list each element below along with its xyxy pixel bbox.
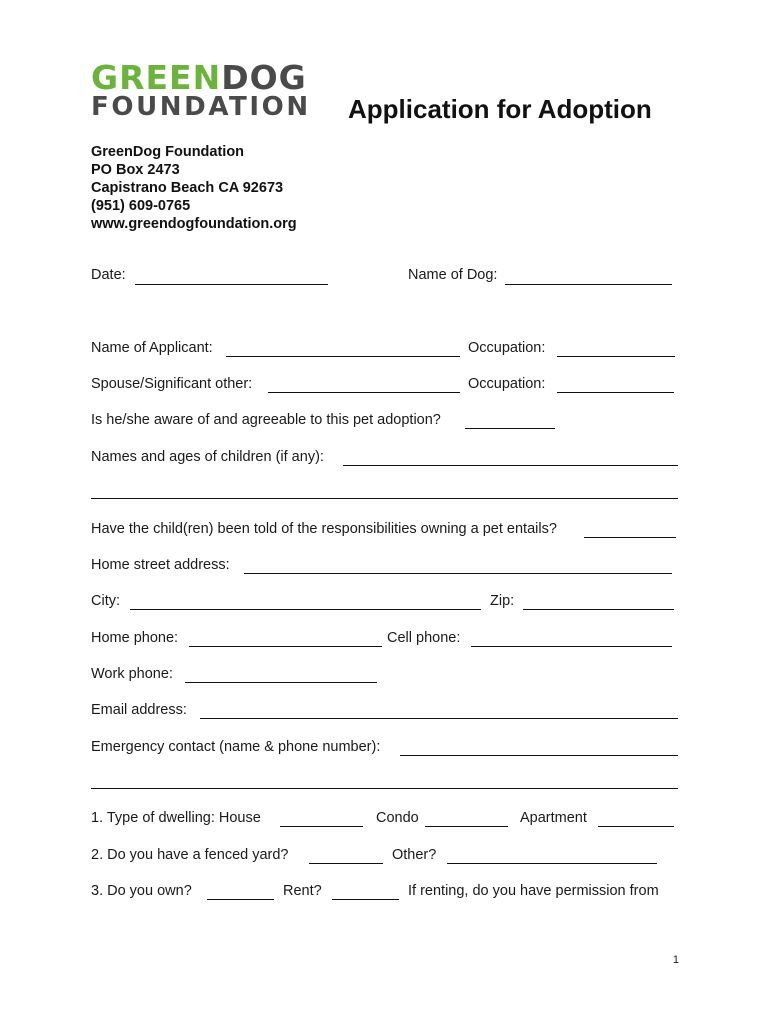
address-city: Capistrano Beach CA 92673 <box>91 180 284 196</box>
address-website: www.greendogfoundation.org <box>91 216 297 232</box>
email-label: Email address: <box>91 702 187 718</box>
occupation-field[interactable] <box>557 356 675 357</box>
home-phone-label: Home phone: <box>91 630 179 646</box>
children-told-field[interactable] <box>584 537 676 538</box>
q2-other-field[interactable] <box>447 863 657 864</box>
children-told-question: Have the child(ren) been told of the responsibilities owning a pet entails? <box>91 521 557 537</box>
email-field[interactable] <box>200 718 678 719</box>
date-field[interactable] <box>135 284 328 285</box>
q1-label: 1. Type of dwelling: House <box>91 810 261 826</box>
q2-other-label: Other? <box>392 847 437 863</box>
logo-gray-text: DOG <box>221 58 307 97</box>
aware-field[interactable] <box>465 428 555 429</box>
q3-label: 3. Do you own? <box>91 883 192 899</box>
emergency-field-line2[interactable] <box>91 788 678 789</box>
spouse-occupation-field[interactable] <box>557 392 674 393</box>
aware-question: Is he/she aware of and agreeable to this pet adoption? <box>91 412 441 428</box>
city-label: City: <box>91 593 120 609</box>
q1-house-field[interactable] <box>280 826 363 827</box>
logo-foundation: FOUNDATION <box>91 92 311 122</box>
work-phone-field[interactable] <box>185 682 377 683</box>
street-label: Home street address: <box>91 557 230 573</box>
occupation-label: Occupation: <box>468 340 546 356</box>
children-field-line2[interactable] <box>91 498 678 499</box>
cell-phone-label: Cell phone: <box>387 630 461 646</box>
applicant-field[interactable] <box>226 356 460 357</box>
q1-condo-field[interactable] <box>425 826 508 827</box>
applicant-label: Name of Applicant: <box>91 340 213 356</box>
q1-apartment-field[interactable] <box>598 826 674 827</box>
q3-own-field[interactable] <box>207 899 274 900</box>
q1-apartment-label: Apartment <box>520 810 587 826</box>
emergency-field[interactable] <box>400 755 678 756</box>
q2-fenced-field[interactable] <box>309 863 383 864</box>
dog-name-label: Name of Dog: <box>408 267 498 283</box>
home-phone-field[interactable] <box>189 646 382 647</box>
zip-field[interactable] <box>523 609 674 610</box>
page-title: Application for Adoption <box>348 94 652 124</box>
zip-label: Zip: <box>490 593 515 609</box>
children-label: Names and ages of children (if any): <box>91 449 324 465</box>
q1-condo-label: Condo <box>376 810 419 826</box>
address-phone: (951) 609-0765 <box>91 198 191 214</box>
q2-label: 2. Do you have a fenced yard? <box>91 847 289 863</box>
cell-phone-field[interactable] <box>471 646 672 647</box>
address-org: GreenDog Foundation <box>91 144 245 160</box>
address-box: PO Box 2473 <box>91 162 180 178</box>
emergency-label: Emergency contact (name & phone number): <box>91 739 381 755</box>
date-label: Date: <box>91 267 126 283</box>
street-field[interactable] <box>244 573 672 574</box>
city-field[interactable] <box>130 609 481 610</box>
children-field[interactable] <box>343 465 678 466</box>
q3-rent-label: Rent? <box>283 883 322 899</box>
page-number: 1 <box>672 954 679 966</box>
dog-name-field[interactable] <box>505 284 672 285</box>
work-phone-label: Work phone: <box>91 666 173 682</box>
logo-green-text: GREEN <box>91 58 222 97</box>
spouse-label: Spouse/Significant other: <box>91 376 253 392</box>
q3-renting-text: If renting, do you have permission from <box>408 883 659 899</box>
spouse-field[interactable] <box>268 392 460 393</box>
q3-rent-field[interactable] <box>332 899 399 900</box>
spouse-occupation-label: Occupation: <box>468 376 546 392</box>
